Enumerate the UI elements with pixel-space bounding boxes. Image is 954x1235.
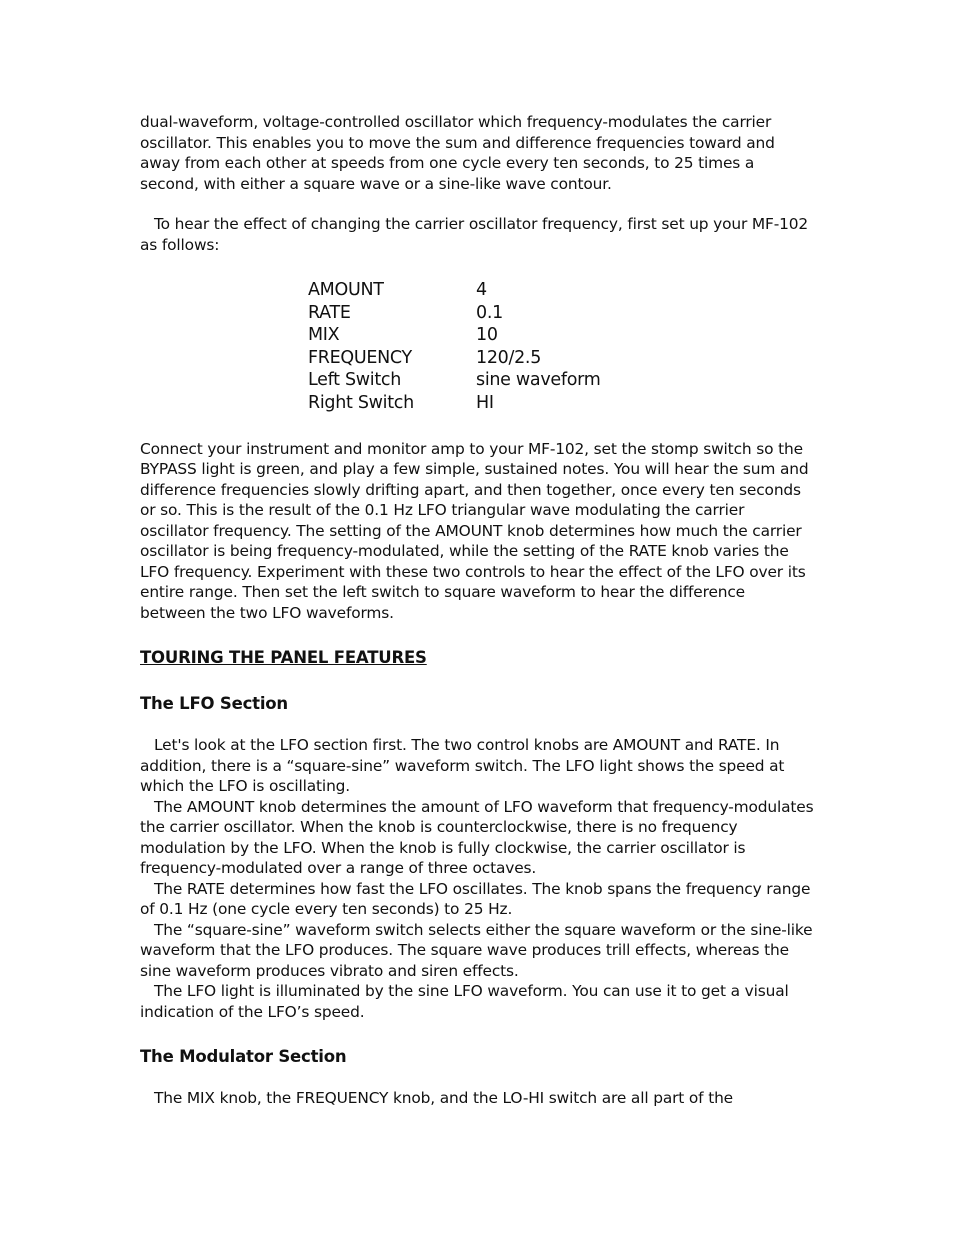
lfo-paragraph: Let's look at the LFO section first. The two control knobs are AMOUNT and RATE. In addition, there is a “square-sine” waveform switch. The LFO light shows the speed at which the LFO is oscillating. bbox=[140, 736, 785, 796]
setting-value: HI bbox=[476, 392, 494, 413]
spacer bbox=[140, 669, 814, 693]
setting-name: MIX bbox=[308, 325, 340, 346]
lfo-section-heading: The LFO Section bbox=[140, 694, 288, 714]
setting-value: 120/2.5 bbox=[476, 347, 542, 368]
lfo-paragraph: The “square-sine” waveform switch selects either the square waveform or the sine-like waveform that the LFO produces. The square wave produces trill effects, whereas the sine waveform produces vibrato and siren effects. bbox=[140, 920, 813, 980]
settings-row bbox=[308, 369, 600, 392]
modulator-paragraph: The MIX knob, the FREQUENCY knob, and the LO-HI switch are all part of the bbox=[154, 1089, 733, 1108]
setting-value: 4 bbox=[476, 280, 487, 300]
spacer bbox=[140, 415, 814, 439]
section-heading: TOURING THE PANEL FEATURES bbox=[140, 648, 427, 668]
setting-name: Right Switch bbox=[308, 392, 414, 413]
setting-name: FREQUENCY bbox=[308, 347, 412, 368]
settings-row bbox=[308, 347, 600, 370]
settings-row bbox=[308, 302, 600, 325]
setting-name: AMOUNT bbox=[308, 280, 384, 300]
spacer bbox=[140, 255, 814, 279]
document-page bbox=[140, 112, 814, 1109]
setting-value: 0.1 bbox=[476, 302, 503, 323]
spacer bbox=[140, 1022, 814, 1046]
lfo-paragraph: The AMOUNT knob determines the amount of LFO waveform that frequency-modulates the carrier oscillator. When the knob is counterclockwise, there is no frequency modulation by the LFO. When the knob is fully clockwise, the carrier oscillator is frequency-modulated over a range of three octaves. bbox=[140, 797, 814, 878]
spacer bbox=[140, 623, 814, 647]
settings-row bbox=[308, 279, 600, 302]
setting-name: RATE bbox=[308, 302, 351, 323]
spacer bbox=[140, 715, 814, 735]
setup-paragraph: To hear the effect of changing the carrier oscillator frequency, first set up your MF-102 as follows: bbox=[140, 215, 809, 254]
modulator-section-heading: The Modulator Section bbox=[140, 1047, 347, 1067]
spacer bbox=[140, 194, 814, 214]
spacer bbox=[140, 1068, 814, 1088]
lfo-paragraph: The LFO light is illuminated by the sine LFO waveform. You can use it to get a visual indication of the LFO’s speed. bbox=[140, 982, 789, 1021]
setting-value: 10 bbox=[476, 325, 498, 346]
setting-value: sine waveform bbox=[476, 370, 601, 391]
settings-row bbox=[308, 324, 600, 347]
intro-paragraph: dual-waveform, voltage-controlled oscillator which frequency-modulates the carrier oscillator. This enables you to move the sum and difference frequencies toward and away from each other at speeds from one cycle every ten seconds, to 25 times a second, with either a square wave or a sine-like wave contour. bbox=[140, 113, 775, 193]
settings-row bbox=[308, 392, 600, 415]
settings-table bbox=[308, 279, 600, 415]
setting-name: Left Switch bbox=[308, 370, 402, 391]
connect-paragraph: Connect your instrument and monitor amp to your MF-102, set the stomp switch so the BYPASS light is green, and play a few simple, sustained notes. You will hear the sum and difference frequencies slowly drifting apart, and then together, once every ten seconds or so. This is the result of the 0.1 Hz LFO triangular wave modulating the carrier oscillator frequency. The setting of the AMOUNT knob determines how much the carrier oscillator is being frequency-modulated, while the setting of the RATE knob varies the LFO frequency. Experiment with these two controls to hear the effect of the LFO over its entire range. Then set the left switch to square waveform to hear the difference between the two LFO waveforms. bbox=[140, 439, 809, 622]
lfo-paragraph: The RATE determines how fast the LFO oscillates. The knob spans the frequency range of 0.1 Hz (one cycle every ten seconds) to 25 Hz. bbox=[140, 879, 811, 919]
